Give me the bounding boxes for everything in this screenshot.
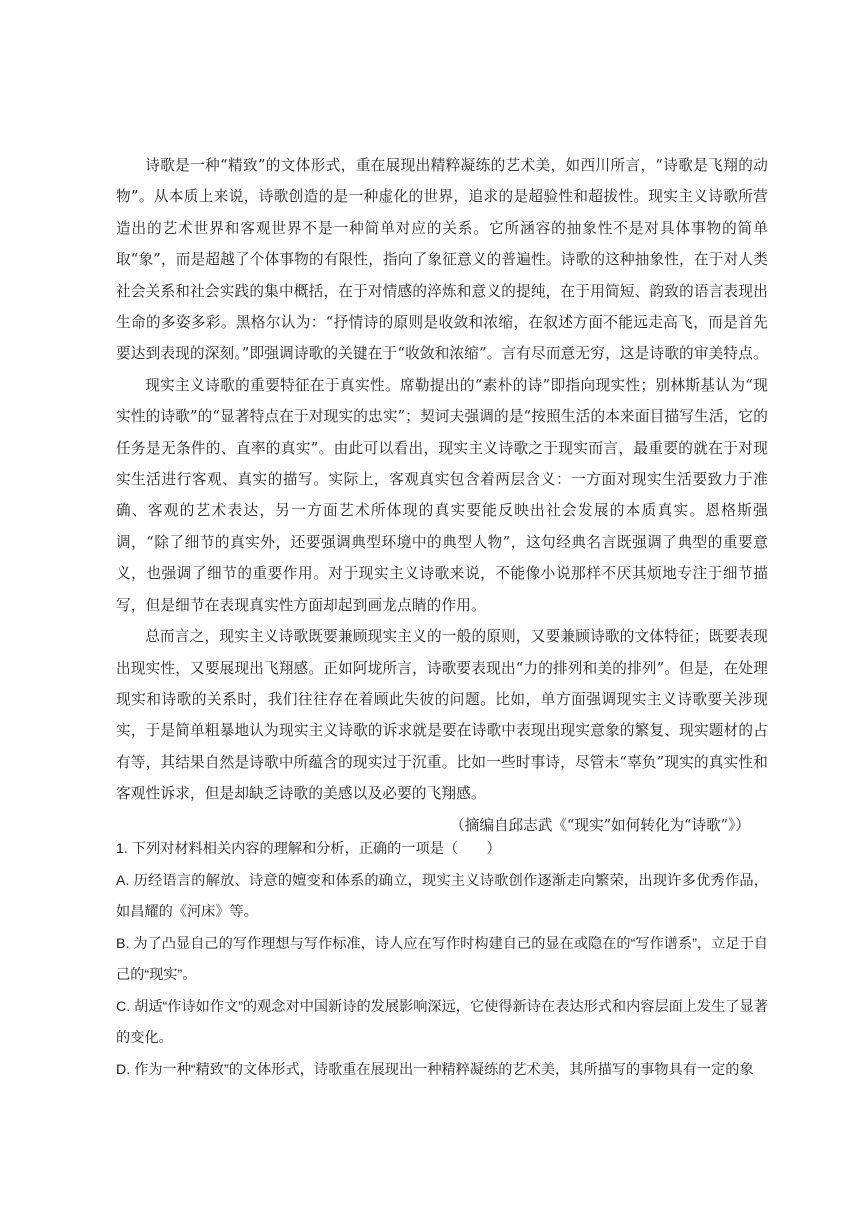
passage-paragraph-2: 现实主义诗歌的重要特征在于真实性。席勒提出的“素朴的诗”即指向现实性；别林斯基认为“现实性的诗歌”的“显著特点在于对现实的忠实”；契诃夫强调的是“按照生活的本来面目描写生活，它的任务是无条件的、直率的真实”。由此可以看出，现实主义诗歌之于现实而言，最重要的就在于对现实生活进行客观、真实的描写。实际上，客观真实包含着两层含义：一方面对现实生活要致力于准确、客观的艺术表达，另一方面艺术所体现的真实要能反映出社会发展的本质真实。恩格斯强调，“除了细节的真实外，还要强调典型环境中的典型人物”，这句经典名言既强调了典型的重要意义，也强调了细节的重要作用。对于现实主义诗歌来说，不能像小说那样不厌其烦地专注于细节描写，但是细节在表现真实性方面却起到画龙点睛的作用。	[116, 376, 768, 614]
reading-passage	[116, 150, 768, 841]
passage-source: （摘编自邱志武《“现实”如何转化为“诗歌”》）	[450, 816, 750, 834]
passage-paragraph-3: 总而言之，现实主义诗歌既要兼顾现实主义的一般的原则，又要兼顾诗歌的文体特征；既要表现出现实性，又要展现出飞翔感。正如阿垅所言，诗歌要表现出“力的排列和美的排列”。但是，在处理现实和诗歌的关系时，我们往往存在着顾此失彼的问题。比如，单方面强调现实主义诗歌要关涉现实，于是简单粗暴地认为现实主义诗歌的诉求就是要在诗歌中表现出现实意象的繁复、现实题材的占有等，其结果自然是诗歌中所蕴含的现实过于沉重。比如一些时事诗，尽管未“辜负”现实的真实性和客观性诉求，但是却缺乏诗歌的美感以及必要的飞翔感。	[116, 628, 768, 803]
option-c: C. 胡适“作诗如作文”的观念对中国新诗的发展影响深远，它使得新诗在表达形式和内容层面上发生了显著的变化。	[116, 998, 768, 1046]
question-stem: 1. 下列对材料相关内容的理解和分析，正确的一项是（ ）	[116, 841, 501, 857]
option-a: A. 历经语言的解放、诗意的嬗变和体系的确立，现实主义诗歌创作逐渐走向繁荣，出现许多优秀作品，如昌耀的《河床》等。	[116, 872, 768, 920]
question-1	[116, 834, 768, 1086]
option-d: D. 作为一种“精致”的文体形式，诗歌重在展现出一种精粹凝练的艺术美，其所描写的事物具有一定的象	[116, 1061, 754, 1078]
passage-paragraph-1: 诗歌是一种“精致”的文体形式，重在展现出精粹凝练的艺术美，如西川所言，“诗歌是飞翔的动物”。从本质上来说，诗歌创造的是一种虚化的世界，追求的是超验性和超拔性。现实主义诗歌所营造出的艺术世界和客观世界不是一种简单对应的关系。它所涵容的抽象性不是对具体事物的简单取“象”，而是超越了个体事物的有限性，指向了象征意义的普遍性。诗歌的这种抽象性，在于对人类社会关系和社会实践的集中概括，在于对情感的淬炼和意义的提纯，在于用简短、韵致的语言表现出生命的多姿多彩。黑格尔认为：“抒情诗的原则是收敛和浓缩，在叙述方面不能远走高飞，而是首先要达到表现的深刻。”即强调诗歌的关键在于“收敛和浓缩”。言有尽而意无穷，这是诗歌的审美特点。	[116, 157, 768, 363]
option-b: B. 为了凸显自己的写作理想与写作标准，诗人应在写作时构建自己的显在或隐在的“写作谱系”，立足于自己的“现实”。	[116, 935, 768, 983]
